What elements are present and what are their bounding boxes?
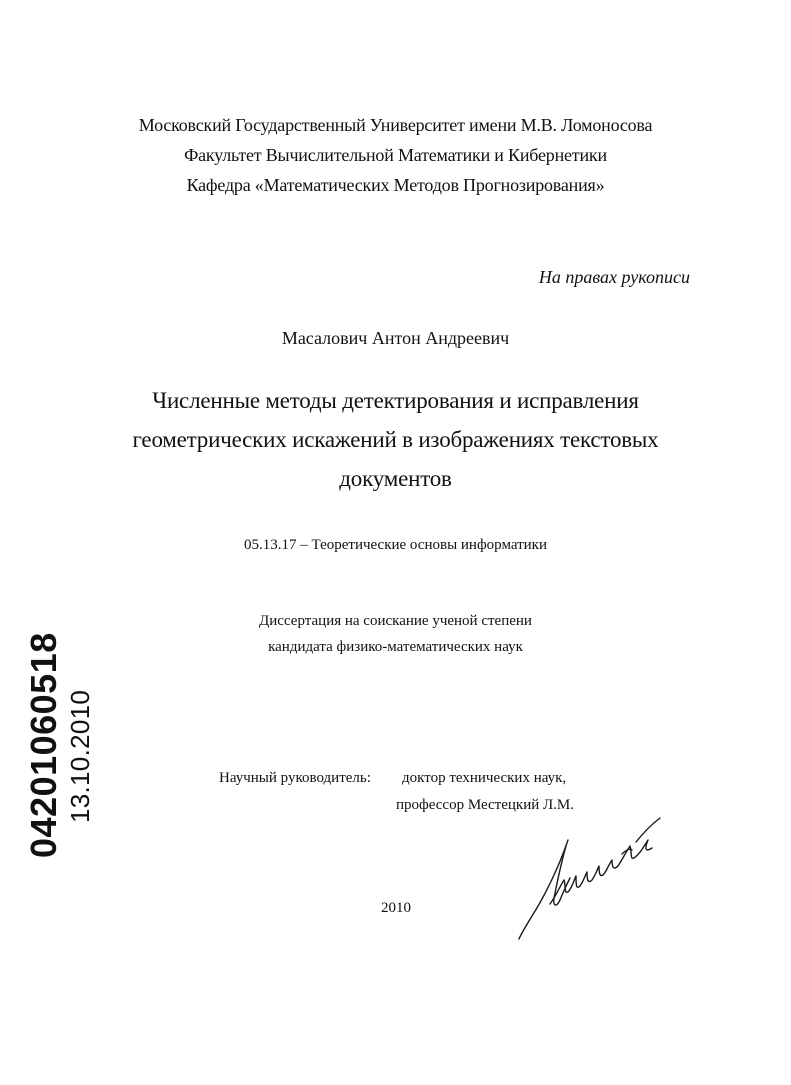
supervisor-label: Научный руководитель: xyxy=(219,770,371,786)
department-name: Кафедра «Математических Методов Прогнозирования» xyxy=(186,175,605,195)
signature-stroke-flourish xyxy=(636,818,660,842)
registration-number-stamp: 04201060518 xyxy=(23,632,64,858)
specialty-code: 05.13.17 – Теоретические основы информатики xyxy=(243,537,548,553)
supervisor-degree: доктор технических наук, xyxy=(402,770,567,786)
thesis-title-line-1: Численные методы детектирования и исправления xyxy=(152,388,639,413)
dissertation-line-1: Диссертация на соискание ученой степени xyxy=(259,613,532,629)
thesis-title-line-2: геометрических искажений в изображениях текстовых xyxy=(132,427,659,452)
manuscript-note: На правах рукописи xyxy=(538,267,690,287)
author-name: Масалович Антон Андреевич xyxy=(281,328,510,348)
signature-stroke-main xyxy=(519,840,568,939)
registration-date-stamp: 13.10.2010 xyxy=(65,689,95,823)
faculty-name: Факультет Вычислительной Математики и Кибернетики xyxy=(184,145,607,165)
supervisor-name: профессор Местецкий Л.М. xyxy=(396,797,575,813)
signature-stroke-loop xyxy=(554,846,570,905)
year: 2010 xyxy=(381,900,411,916)
thesis-title-line-3: документов xyxy=(339,466,452,491)
dissertation-line-2: кандидата физико-математических наук xyxy=(268,639,523,655)
supervisor-signature xyxy=(510,812,670,944)
university-name: Московский Государственный Университет имени М.В. Ломоносова xyxy=(138,115,653,135)
